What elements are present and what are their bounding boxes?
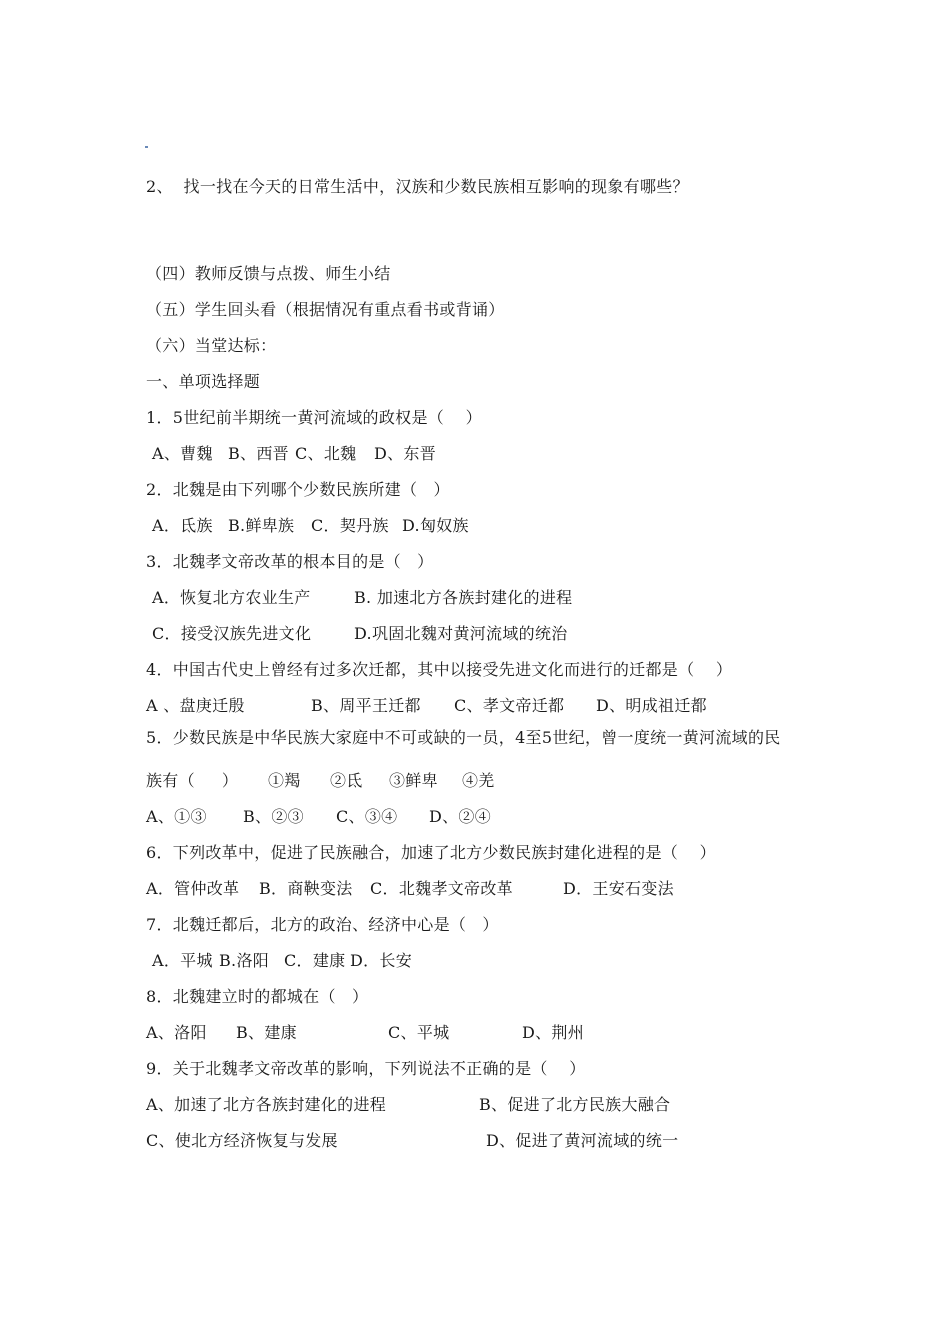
question-2-option-d: D.匈奴族 <box>402 516 469 535</box>
question-1-option-c: C、北魏 <box>295 444 357 463</box>
question-5-option-c: C、③④ <box>336 807 398 826</box>
question-9-option-d: D、促进了黄河流域的统一 <box>486 1131 679 1150</box>
section-5-heading: （五）学生回头看（根据情况有重点看书或背诵） <box>146 300 505 319</box>
question-5-stem: 5．少数民族是中华民族大家庭中不可或缺的一员，4至5世纪，曾一度统一黄河流域的民 <box>146 728 781 747</box>
question-4-option-d: D、明成祖迁都 <box>596 696 707 715</box>
question-2-stem: 2．北魏是由下列哪个少数民族所建（ ） <box>146 480 450 499</box>
question-7-option-d: D．长安 <box>350 951 413 970</box>
question-2-activity: 2、 找一找在今天的日常生活中，汉族和少数民族相互影响的现象有哪些？ <box>146 177 689 196</box>
question-2-option-c: C．契丹族 <box>311 516 389 535</box>
page-mark <box>145 146 148 148</box>
question-9-option-b: B、促进了北方民族大融合 <box>479 1095 671 1114</box>
question-3-option-c: C．接受汉族先进文化 <box>152 624 312 643</box>
question-5-option-a: A、①③ <box>146 807 207 826</box>
question-8-option-b: B、建康 <box>236 1023 297 1042</box>
question-8-stem: 8．北魏建立时的都城在（ ） <box>146 987 369 1006</box>
question-9-option-a: A、加速了北方各族封建化的进程 <box>146 1095 387 1114</box>
question-7-option-c: C．建康 <box>284 951 346 970</box>
part-1-heading: 一、单项选择题 <box>146 372 261 391</box>
question-2-option-b: B.鲜卑族 <box>228 516 295 535</box>
question-6-option-d: D．王安石变法 <box>563 879 674 898</box>
question-3-option-d: D.巩固北魏对黄河流域的统治 <box>354 624 568 643</box>
question-1-stem: 1．5世纪前半期统一黄河流域的政权是（ ） <box>146 408 482 427</box>
question-7-stem: 7．北魏迁都后，北方的政治、经济中心是（ ） <box>146 915 499 934</box>
question-2-option-a: A．氐族 <box>152 516 213 535</box>
question-4-stem: 4．中国古代史上曾经有过多次迁都，其中以接受先进文化而进行的迁都是（ ） <box>146 660 733 679</box>
section-4-heading: （四）教师反馈与点拨、师生小结 <box>146 264 391 283</box>
question-8-option-d: D、荆州 <box>522 1023 585 1042</box>
question-5-option-b: B、②③ <box>243 807 304 826</box>
question-1-option-d: D、东晋 <box>374 444 437 463</box>
question-5-option-d: D、②④ <box>429 807 492 826</box>
question-5-choice-2: ②氐 <box>330 771 363 790</box>
question-6-option-a: A．管仲改革 <box>146 879 240 898</box>
question-9-stem: 9．关于北魏孝文帝改革的影响，下列说法不正确的是（ ） <box>146 1059 586 1078</box>
question-4-option-a: A 、盘庚迁殷 <box>146 696 245 715</box>
question-4-option-b: B、周平王迁都 <box>311 696 421 715</box>
question-6-option-b: B．商鞅变法 <box>259 879 353 898</box>
section-6-heading: （六）当堂达标： <box>146 336 277 355</box>
question-8-option-c: C、平城 <box>388 1023 450 1042</box>
question-5-choice-3: ③鲜卑 <box>389 771 438 790</box>
question-4-option-c: C、孝文帝迁都 <box>454 696 565 715</box>
question-3-stem: 3．北魏孝文帝改革的根本目的是（ ） <box>146 552 434 571</box>
question-1-option-a: A、曹魏 <box>152 444 213 463</box>
question-5-choice-4: ④羌 <box>462 771 495 790</box>
question-1-option-b: B、西晋 <box>228 444 289 463</box>
question-9-option-c: C、使北方经济恢复与发展 <box>146 1131 338 1150</box>
question-7-option-b: B.洛阳 <box>219 951 270 970</box>
question-3-option-b: B. 加速北方各族封建化的进程 <box>354 588 573 607</box>
question-5-choice-1: ①羯 <box>268 771 301 790</box>
question-5-stem-continued: 族有（ ） <box>146 771 239 790</box>
question-8-option-a: A、洛阳 <box>146 1023 207 1042</box>
question-6-stem: 6．下列改革中，促进了民族融合，加速了北方少数民族封建化进程的是（ ） <box>146 843 716 862</box>
question-6-option-c: C．北魏孝文帝改革 <box>370 879 513 898</box>
question-7-option-a: A．平城 <box>152 951 213 970</box>
question-3-option-a: A．恢复北方农业生产 <box>152 588 311 607</box>
